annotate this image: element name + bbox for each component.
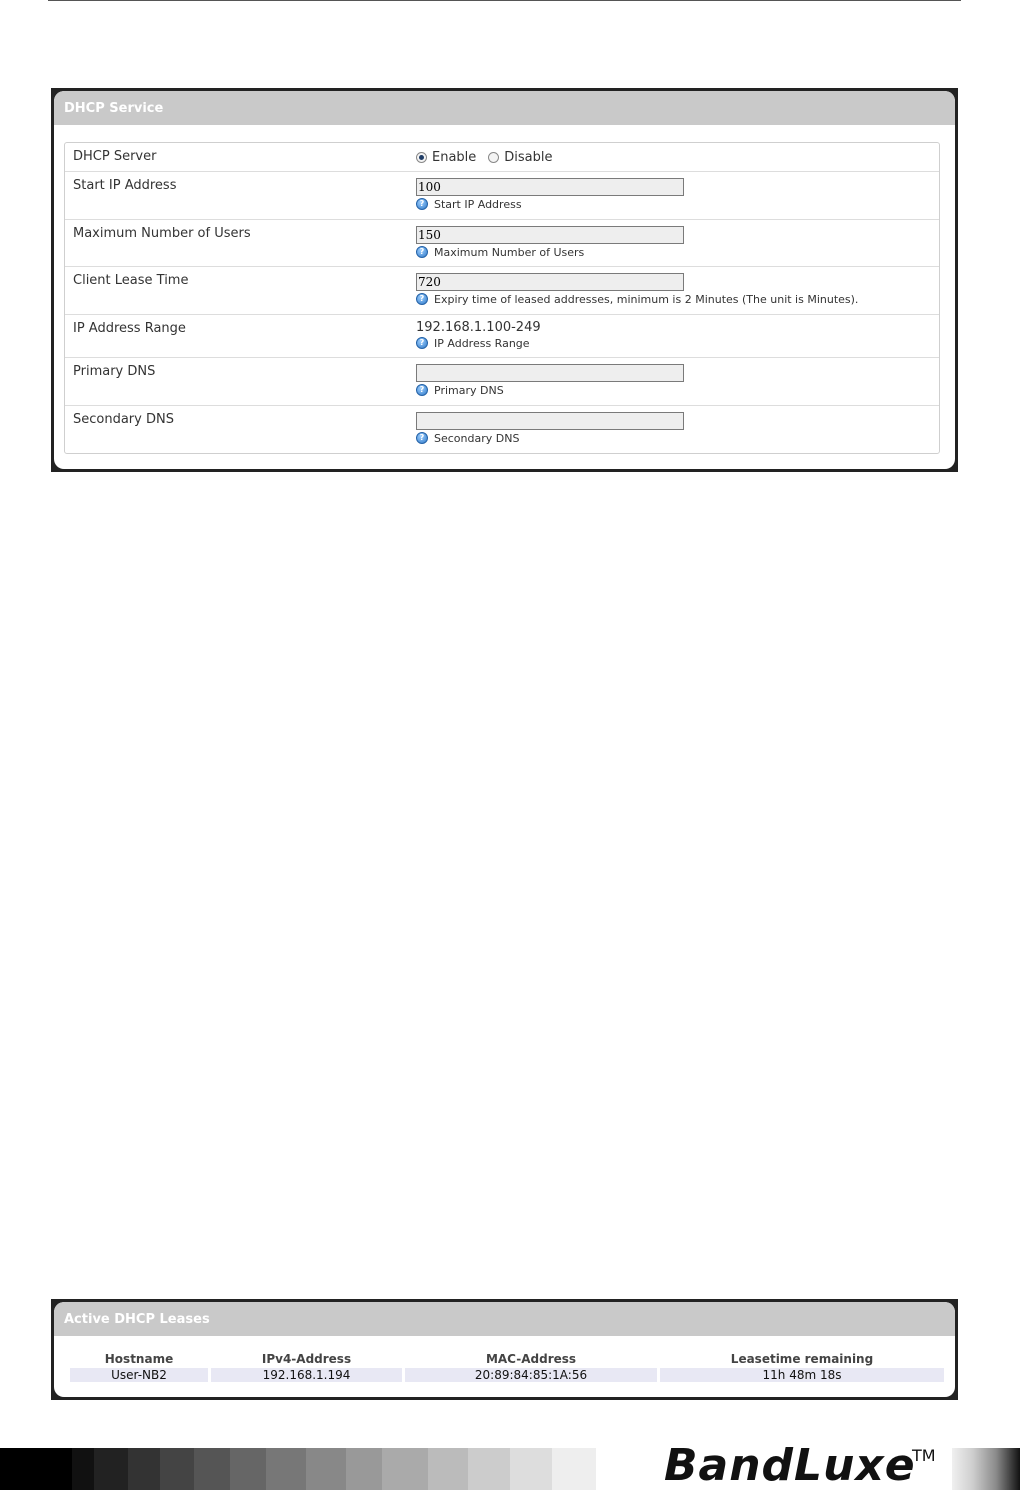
lease-remaining: 11h 48m 18s — [660, 1368, 944, 1382]
active-leases-panel — [51, 1299, 958, 1400]
primary-dns-input[interactable] — [416, 364, 684, 382]
secondary-dns-hint-text: Secondary DNS — [434, 431, 520, 445]
help-icon[interactable]: ? — [416, 293, 428, 305]
dhcp-enable-radio[interactable] — [416, 152, 427, 163]
ip-range-value: 192.168.1.100-249 — [416, 320, 541, 335]
start-ip-hint — [416, 197, 684, 211]
dhcp-disable-radio[interactable] — [488, 152, 499, 163]
help-icon[interactable]: ? — [416, 384, 428, 396]
help-icon[interactable]: ? — [416, 432, 428, 444]
dhcp-server-label: DHCP Server — [73, 149, 157, 164]
start-ip-hint-text: Start IP Address — [434, 197, 522, 211]
max-users-row — [65, 220, 939, 267]
primary-dns-row — [65, 358, 939, 406]
dhcp-disable-label[interactable]: Disable — [504, 150, 553, 165]
secondary-dns-row — [65, 406, 939, 453]
leases-header-row — [70, 1350, 944, 1368]
trademark-mark: TM — [912, 1446, 936, 1465]
dhcp-enable-label[interactable]: Enable — [432, 150, 477, 165]
lease-mac: 20:89:84:85:1A:56 — [405, 1368, 657, 1382]
max-users-label: Maximum Number of Users — [73, 226, 251, 241]
active-leases-title: Active DHCP Leases — [54, 1302, 955, 1336]
max-users-hint — [416, 245, 684, 259]
dhcp-server-row — [65, 143, 939, 172]
primary-dns-hint — [416, 383, 684, 397]
leases-table — [67, 1350, 947, 1382]
col-leasetime: Leasetime remaining — [730, 1352, 874, 1366]
lease-time-input[interactable] — [416, 273, 684, 291]
primary-dns-hint-text: Primary DNS — [434, 383, 504, 397]
start-ip-input[interactable] — [416, 178, 684, 196]
col-hostname: Hostname — [104, 1352, 174, 1366]
help-icon[interactable]: ? — [416, 337, 428, 349]
max-users-input[interactable] — [416, 226, 684, 244]
primary-dns-label: Primary DNS — [73, 364, 156, 379]
ip-range-row — [65, 315, 939, 358]
dhcp-server-radio-group — [416, 150, 553, 165]
start-ip-label: Start IP Address — [73, 178, 177, 193]
lease-time-row — [65, 267, 939, 315]
dhcp-service-title: DHCP Service — [54, 91, 955, 125]
bandluxe-logo: BandLuxe — [664, 1440, 916, 1491]
top-rule — [48, 0, 961, 1]
secondary-dns-hint — [416, 431, 684, 445]
dhcp-service-panel — [51, 88, 958, 472]
secondary-dns-input[interactable] — [416, 412, 684, 430]
col-ipv4: IPv4-Address — [261, 1352, 352, 1366]
start-ip-row — [65, 172, 939, 220]
lease-hostname: User-NB2 — [70, 1368, 208, 1382]
dhcp-service-form — [64, 142, 940, 454]
lease-time-hint — [416, 292, 858, 306]
lease-time-label: Client Lease Time — [73, 273, 189, 288]
help-icon[interactable]: ? — [416, 246, 428, 258]
max-users-hint-text: Maximum Number of Users — [434, 245, 585, 259]
col-mac: MAC-Address — [485, 1352, 577, 1366]
table-row — [70, 1368, 944, 1382]
secondary-dns-label: Secondary DNS — [73, 412, 174, 427]
lease-ipv4: 192.168.1.194 — [211, 1368, 402, 1382]
help-icon[interactable]: ? — [416, 198, 428, 210]
ip-range-hint — [416, 336, 541, 350]
ip-range-label: IP Address Range — [73, 321, 186, 336]
ip-range-hint-text: IP Address Range — [434, 336, 530, 350]
lease-time-hint-text: Expiry time of leased addresses, minimum is 2 Minutes (The unit is Minutes). — [434, 292, 859, 306]
